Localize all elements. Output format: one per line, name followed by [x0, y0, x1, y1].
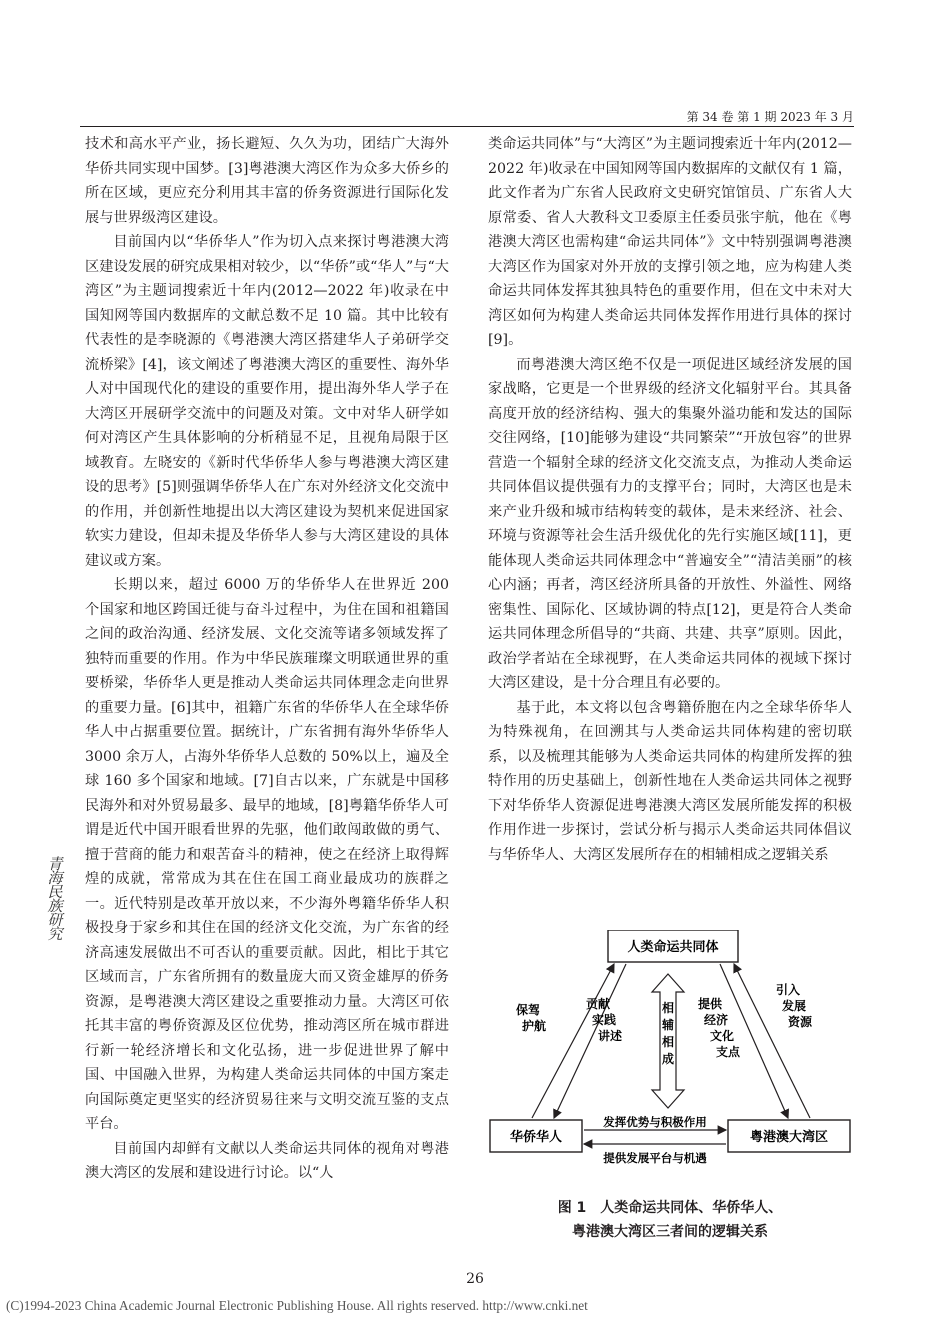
bottom-bottom-label: 提供发展平台与机遇: [603, 1151, 707, 1165]
figure-caption-line-2: 粤港澳大湾区三者间的逻辑关系: [572, 1224, 768, 1240]
bottom-top-label: 发挥优势与积极作用: [603, 1115, 707, 1129]
left-paragraph-4: 目前国内却鲜有文献以人类命运共同体的视角对粤港澳大湾区的发展和建设进行讨论。以“人: [85, 1140, 449, 1181]
right-paragraph-2: 而粤港澳大湾区绝不仅是一项促进区域经济发展的国家战略，它更是一个世界级的经济文化辐射平台。其具备高度开放的经济结构、强大的集聚外溢功能和发达的国际交往网络，[10]能够为建设“共同繁荣”“开放包容”的世界营造一个辐射全球的经济文化交流支点，为推动人类命运共同体倡议提供强有力的支撑平台；同时，大湾区也是未来产业升级和城市结构转变的载体，是未来经济、社会、环境与资源等社会生活升级优化的先行实施区域[11]，更能体现人类命运共同体理念中“普遍安全”“清洁美丽”的核心内涵；再者，湾区经济所具备的开放性、外溢性、网络密集性、国际化、区域协调的特点[12]，更是符合人类命运共同体理念所倡导的“共商、共建、共享”原则。因此，政治学者站在全球视野，在人类命运共同体的视域下探讨大湾区建设，是十分合理且有必要的。: [488, 356, 852, 691]
left-outer-label: 保驾护航: [516, 1003, 547, 1033]
left-column: [85, 132, 449, 1186]
box-top-label: 人类命运共同体: [627, 940, 719, 955]
figure-caption-line-1: 图 1 人类命运共同体、华侨华人、: [557, 1200, 783, 1216]
left-inner-label: 贡献实践讲述: [586, 997, 623, 1043]
right-column: [488, 132, 852, 867]
header-rule: [80, 126, 854, 127]
journal-issue-header: 第 34 卷 第 1 期 2023 年 3 月: [686, 110, 854, 124]
relationship-diagram: [488, 930, 852, 1192]
right-paragraph-3: 基于此，本文将以包含粤籍侨胞在内之全球华侨华人为特殊视角，在回溯其与人类命运共同体构建的密切联系，以及梳理其能够为人类命运共同体的构建所发挥的独特作用的历史基础上，创新性地在人类命运共同体之视野下对华侨华人资源促进粤港澳大湾区发展所能发挥的积极作用作进一步探讨，尝试分析与揭示人类命运共同体倡议与华侨华人、大湾区发展所存在的相辅相成之逻辑关系: [488, 699, 852, 863]
right-outer-label: 引入发展资源: [776, 983, 813, 1029]
page-number: 26: [466, 1271, 484, 1287]
left-paragraph-2: 目前国内以“华侨华人”作为切入点来探讨粤港澳大湾区建设发展的研究成果相对较少，以“华侨”或“华人”与“大湾区”为主题词搜索近十年内(2012—2022 年)收录在中国知网等国内数据库的文献总数不足 10 篇。其中比较有代表性的是李晓源的《粤港澳大湾区搭建华人子弟研学交流桥梁》[4]，该文阐述了粤港澳大湾区的重要性、海外华人对中国现代化的建设的重要作用，提出海外华人学子在大湾区开展研学交流中的问题及对策。文中对华人研学如何对湾区产生具体影响的分析稍显不足，且视角局限于区域教育。左晓安的《新时代华侨华人参与粤港澳大湾区建设的思考》[5]则强调华侨华人在广东对外经济文化交流中的作用，并创新性地提出以大湾区建设为契机来促进国家软实力建设，但却未提及华侨华人参与大湾区建设的具体建议或方案。: [85, 234, 449, 569]
figure-caption: [488, 1196, 852, 1244]
left-paragraph-1: 技术和高水平产业，扬长避短、久久为功，团结广大海外华侨共同实现中国梦。[3]粤港澳大湾区作为众多大侨乡的所在区域，更应充分利用其丰富的侨务资源进行国际化发展与世界级湾区建设。: [85, 136, 449, 226]
box-left-label: 华侨华人: [509, 1130, 563, 1145]
center-label: 相辅相成: [661, 1001, 675, 1066]
box-right-label: 粤港澳大湾区: [749, 1130, 829, 1145]
copyright-footer: (C)1994-2023 China Academic Journal Electronic Publishing House. All rights reserved. http://www.cnki.net: [6, 1298, 588, 1313]
journal-side-title: 青海民族研究: [47, 855, 63, 943]
right-inner-label: 提供经济文化支点: [698, 997, 741, 1059]
right-paragraph-1: 类命运共同体”与“大湾区”为主题词搜索近十年内(2012—2022 年)收录在中国知网等国内数据库的文献仅有 1 篇，此文作者为广东省人民政府文史研究馆馆员、广东省人大原常委、省人大教科文卫委原主任委员张宇航，他在《粤港澳大湾区也需构建“命运共同体”》文中特别强调粤港澳大湾区作为国家对外开放的支撑引领之地，应为构建人类命运共同体发挥其独具特色的重要作用，但在文中未对大湾区如何为构建人类命运共同体发挥作用进行具体的探讨[9]。: [488, 136, 852, 348]
left-paragraph-3: 长期以来，超过 6000 万的华侨华人在世界近 200 个国家和地区跨国迁徙与奋斗过程中，为住在国和祖籍国之间的政治沟通、经济发展、文化交流等诸多领域发挥了独特而重要的作用。作为中华民族璀璨文明联通世界的重要桥梁，华侨华人更是推动人类命运共同体理念走向世界的重要力量。[6]其中，祖籍广东省的华侨华人在全球华侨华人中占据重要位置。据统计，广东省拥有海外华侨华人 3000 余万人，占海外华侨华人总数的 50%以上，遍及全球 160 多个国家和地域。[7]自古以来，广东就是中国移民海外和对外贸易最多、最早的地域，[8]粤籍华侨华人可谓是近代中国开眼看世界的先驱，他们敢闯敢做的勇气、擅于营商的能力和艰苦奋斗的精神，使之在经济上取得辉煌的成就，常常成为其在住在国工商业最成功的族群之一。近代特别是改革开放以来，不少海外粤籍华侨华人积极投身于家乡和其住在国的经济文化交流，为广东省的经济高速发展做出不可否认的重要贡献。因此，相比于其它区域而言，广东省所拥有的数量庞大而又资金雄厚的侨务资源，是粤港澳大湾区建设之重要推动力量。大湾区可依托其丰富的粤侨资源及区位优势，推动湾区所在城市群进行新一轮经济增长和文化弘扬，进一步促进世界了解中国、中国融入世界，为构建人类命运共同体的中国方案走向国际奠定更坚实的经济贸易往来与文明交流互鉴的支点平台。: [85, 577, 449, 1132]
